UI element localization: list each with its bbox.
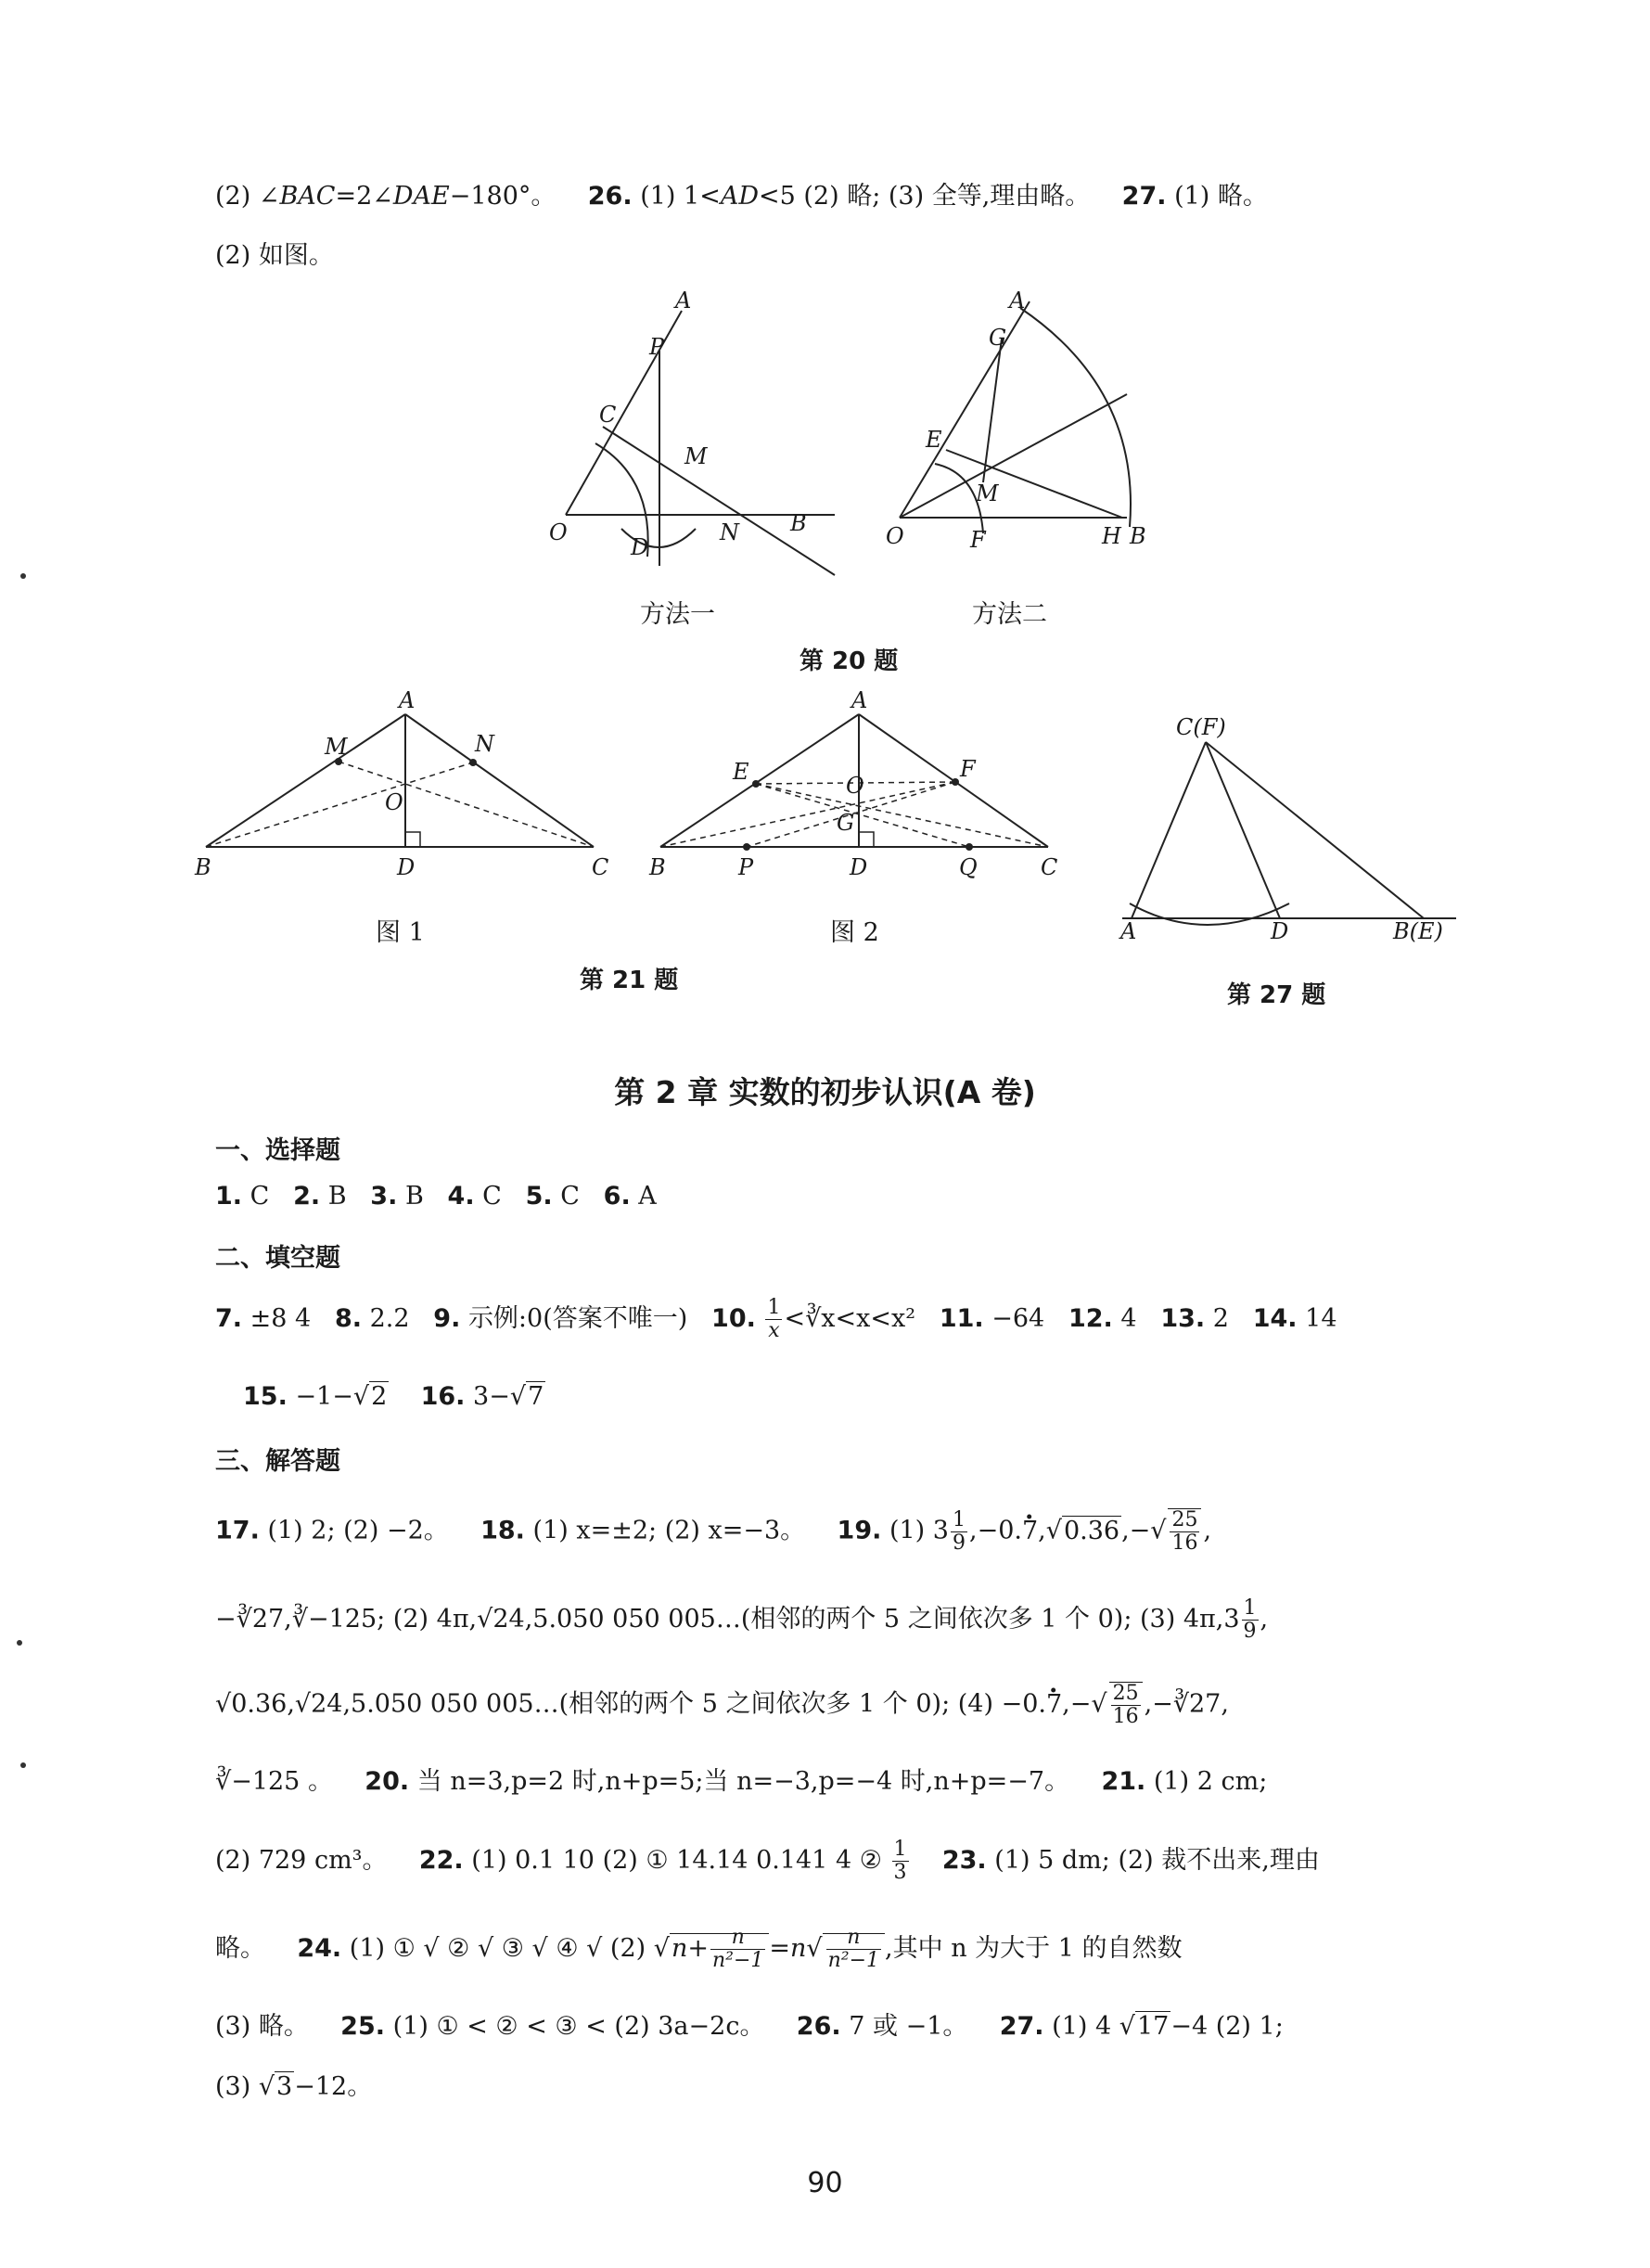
svg-text:F: F bbox=[960, 756, 976, 782]
question-number: 26. bbox=[587, 182, 633, 211]
svg-text:H: H bbox=[1102, 523, 1121, 549]
margin-mark bbox=[20, 1762, 26, 1768]
section-heading-choice: 一、选择题 bbox=[215, 1136, 340, 1165]
svg-text:B: B bbox=[649, 854, 666, 880]
svg-text:E: E bbox=[926, 427, 942, 453]
page-number: 90 bbox=[807, 2167, 843, 2199]
figure-27 bbox=[1104, 705, 1475, 946]
svg-text:O: O bbox=[549, 519, 568, 545]
figure-20-method1 bbox=[538, 288, 853, 584]
svg-text:D: D bbox=[850, 854, 868, 880]
svg-text:C: C bbox=[1041, 854, 1058, 880]
svg-text:N: N bbox=[475, 731, 494, 757]
solve-line-7: (3) 略。 25. (1) ① < ② < ③ < (2) 3a−2c。 26. 7 或 −1。 27. (1) 4 √17−4 (2) 1; bbox=[215, 2012, 1284, 2041]
svg-text:M: M bbox=[684, 443, 708, 469]
svg-text:Q: Q bbox=[959, 854, 978, 880]
svg-text:A: A bbox=[851, 691, 868, 713]
svg-text:B: B bbox=[195, 854, 211, 880]
solve-line-8: (3) √3−12。 bbox=[215, 2072, 373, 2101]
svg-text:A: A bbox=[399, 691, 416, 713]
figure-20-method1-caption: 方法一 bbox=[640, 600, 715, 629]
solve-line-2: −∛27,∛−125; (2) 4π,√24,5.050 050 005…(相邻的两个 5 之间依次多 1 个 0); (3) 4π,3 $\frac{1}{9}$ , bbox=[215, 1596, 1269, 1644]
solve-line-1: 17. (1) 2; (2) −2。 18. (1) x=±2; (2) x=−3。 19. (1) 3 $\frac{1}{9}$ ,−0.. 7,√0.36,−√ $\frac{25}{16}$ , bbox=[215, 1508, 1211, 1555]
svg-text:G: G bbox=[837, 810, 855, 836]
svg-text:E: E bbox=[733, 759, 749, 785]
figure-20-method2 bbox=[881, 288, 1178, 584]
svg-text:G: G bbox=[989, 325, 1007, 351]
answer-line-top-1: (2) ∠BAC=2∠DAE−180°。 26. (1) 1<AD<5 (2) 略; (3) 全等,理由略。 27. (1) 略。 bbox=[215, 182, 1268, 211]
svg-text:A: A bbox=[675, 288, 692, 314]
solve-line-3: √0.36,√24,5.050 050 005…(相邻的两个 5 之间依次多 1 个 0); (4) −0.. 7,−√ $\frac{25}{16}$ ,−∛27, bbox=[215, 1682, 1229, 1728]
svg-text:D: D bbox=[631, 534, 649, 560]
svg-text:O: O bbox=[846, 773, 864, 799]
svg-text:B: B bbox=[1130, 523, 1146, 549]
svg-text:D: D bbox=[397, 854, 416, 880]
figure-20-method2-caption: 方法二 bbox=[972, 600, 1047, 629]
figure-21-fig2-caption: 图 2 bbox=[830, 918, 879, 947]
section-heading-solve: 三、解答题 bbox=[215, 1447, 340, 1476]
solve-line-4: ∛−125 。 20. 当 n=3,p=2 时,n+p=5;当 n=−3,p=−4 时,n+p=−7。 21. (1) 2 cm; bbox=[215, 1767, 1268, 1796]
svg-text:B(E): B(E) bbox=[1393, 918, 1443, 944]
solve-line-5: (2) 729 cm³。 22. (1) 0.1 10 (2) ① 14.14 0.141 4 ② $\frac{1}{3}$ 23. (1) 5 dm; (2) 裁不出来,理由 bbox=[215, 1838, 1320, 1885]
question-number: 27. bbox=[1121, 182, 1167, 211]
figure-27-caption: 第 27 题 bbox=[1227, 981, 1326, 1009]
answer-line-top-2: (2) 如图。 bbox=[215, 241, 334, 270]
svg-text:M: M bbox=[325, 734, 348, 760]
figure-21-caption: 第 21 题 bbox=[580, 967, 679, 994]
svg-text:P: P bbox=[738, 854, 754, 880]
svg-text:A: A bbox=[1009, 288, 1026, 314]
margin-mark bbox=[17, 1640, 22, 1646]
svg-text:F: F bbox=[970, 527, 986, 553]
svg-text:D: D bbox=[1271, 918, 1289, 944]
section-heading-fill: 二、填空题 bbox=[215, 1244, 340, 1273]
svg-text:M: M bbox=[976, 481, 999, 506]
svg-text:A: A bbox=[1120, 918, 1137, 944]
margin-mark bbox=[20, 573, 26, 579]
svg-text:C: C bbox=[592, 854, 609, 880]
svg-text:B: B bbox=[790, 510, 807, 536]
svg-text:P: P bbox=[649, 334, 665, 360]
fill-answers-line-1: 7. ±8 4 8. 2.2 9. 示例:0(答案不唯一) 10. $\frac{1}{x}$ <∛x<x<x² 11. −64 12. 4 13. 2 14. 14 bbox=[215, 1296, 1337, 1343]
chapter-title: 第 2 章 实数的初步认识(A 卷) bbox=[614, 1074, 1036, 1110]
fill-answers-line-2: 15. −1−√2 16. 3−√7 bbox=[243, 1382, 544, 1411]
svg-text:O: O bbox=[886, 523, 904, 549]
svg-text:O: O bbox=[385, 789, 403, 815]
figure-21-fig1-caption: 图 1 bbox=[376, 918, 425, 947]
choice-answers: 1. C 2. B 3. B 4. C 5. C 6. A bbox=[215, 1182, 657, 1211]
svg-text:C: C bbox=[599, 402, 617, 428]
figure-20-caption: 第 20 题 bbox=[799, 647, 899, 675]
svg-text:N: N bbox=[720, 519, 739, 545]
svg-text:C(F): C(F) bbox=[1176, 714, 1226, 740]
figure-21-fig1 bbox=[185, 691, 621, 891]
figure-21-fig2 bbox=[640, 691, 1076, 891]
solve-line-6: 略。 24. (1) ① √ ② √ ③ √ ④ √ (2) √n+ $\frac{n}{\text{n²−1}}$ =n√ $\frac{n}{\text{n²−1}}$ ,其中 n 为大于 1 的自然数 bbox=[215, 1926, 1183, 1973]
